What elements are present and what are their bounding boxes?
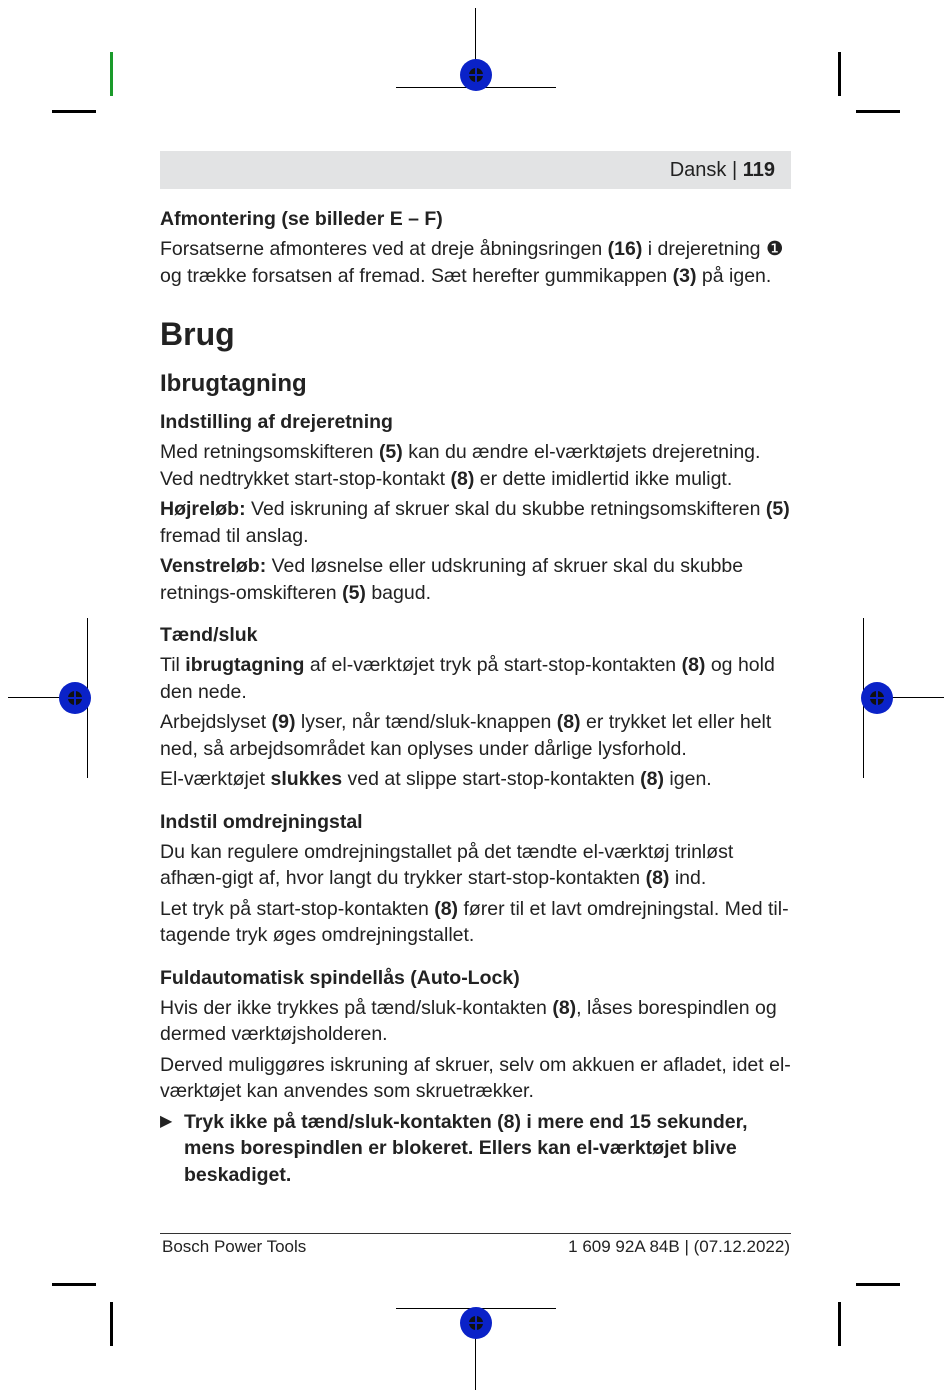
- crop-mark: [856, 1283, 900, 1286]
- crop-mark: [838, 52, 841, 96]
- taend-sluk-heading: Tænd/sluk: [160, 624, 258, 646]
- page-header: [160, 151, 791, 189]
- ibrugtagning-heading: Ibrugtagning: [160, 370, 307, 397]
- omdrejningstal-heading: Indstil omdrejningstal: [160, 810, 363, 833]
- registration-mark-left: [59, 682, 91, 714]
- afmontering-paragraph: Forsatserne afmonteres ved at dreje åbningsringen (16) i drejeretning ❶ og trække forsatsen af fremad. Sæt herefter gummikappen (3) på igen.: [160, 238, 784, 287]
- footer-brand: Bosch Power Tools: [162, 1237, 307, 1256]
- taend-paragraph-1: Til ibrugtagning af el-værktøjet tryk på start-stop-kontakten (8) og hold den nede.: [160, 654, 775, 703]
- warning-text: Tryk ikke på tænd/sluk-kontakten (8) i mere end 15 sekunder, mens borespindlen er blokeret. Ellers kan el-værktøjet blive beskadiget.: [184, 1110, 748, 1186]
- taend-paragraph-3: El-værktøjet slukkes ved at slippe start-stop-kontakten (8) igen.: [160, 768, 712, 790]
- crop-mark: [838, 1302, 841, 1346]
- footer-doc-number: 1 609 92A 84B | (07.12.2022): [568, 1237, 790, 1256]
- warning-note: [160, 1109, 792, 1189]
- page-number: 119: [742, 159, 775, 181]
- header-language: Dansk: [669, 159, 727, 181]
- warning-triangle-icon: ▶: [160, 1112, 173, 1130]
- autolock-paragraph-2: Derved muliggøres iskruning af skruer, selv om akkuen er afladet, idet el-værktøjet kan anvendes som skruetrækker.: [160, 1053, 791, 1102]
- crop-mark: [52, 110, 96, 113]
- omdrej-paragraph-1: Du kan regulere omdrejningstallet på det tændte el-værktøj trinløst afhæn-gigt af, hvor langt du trykker start-stop-kontakten (8) ind.: [160, 840, 734, 889]
- drejeretning-paragraph: Med retningsomskifteren (5) kan du ændre el-værktøjets drejeretning. Ved nedtrykket start-stop-kontakt (8) er dette imidlertid ikke muligt.: [160, 441, 761, 490]
- brug-heading: Brug: [160, 316, 235, 352]
- registration-mark-right: [861, 682, 893, 714]
- taend-paragraph-2: Arbejdslyset (9) lyser, når tænd/sluk-knappen (8) er trykket let eller helt ned, så arbejdsområdet kan oplyses under dårlige lysforhold.: [160, 711, 772, 760]
- rotation-direction-icon: ❶: [765, 238, 784, 260]
- page-content: [160, 206, 792, 1188]
- autolock-heading: Fuldautomatisk spindellås (Auto-Lock): [160, 966, 520, 989]
- venstrelob-paragraph: Venstreløb: Ved løsnelse eller udskruning af skruer skal du skubbe retnings-omskifteren (5) bagud.: [160, 555, 744, 604]
- header-text: [670, 159, 775, 182]
- omdrej-paragraph-2: Let tryk på start-stop-kontakten (8) fører til et lavt omdrejningstal. Med til-tagende tryk øges omdrejningstallet.: [160, 897, 789, 946]
- crop-mark: [52, 1283, 96, 1286]
- drejeretning-heading: Indstilling af drejeretning: [160, 411, 393, 433]
- afmontering-heading: Afmontering (se billeder E – F): [160, 208, 443, 230]
- crop-mark: [110, 1302, 113, 1346]
- crop-mark: [110, 52, 113, 96]
- footer-rule: [160, 1233, 791, 1234]
- hojrelob-paragraph: Højreløb: Ved iskruning af skruer skal du skubbe retningsomskifteren (5) fremad til anslag.: [160, 498, 790, 547]
- registration-mark-top: [460, 59, 492, 91]
- crop-mark: [856, 110, 900, 113]
- registration-mark-bottom: [460, 1307, 492, 1339]
- autolock-paragraph-1: Hvis der ikke trykkes på tænd/sluk-kontakten (8), låses borespindlen og dermed værktøjsholderen.: [160, 996, 777, 1045]
- header-separator: |: [731, 159, 738, 181]
